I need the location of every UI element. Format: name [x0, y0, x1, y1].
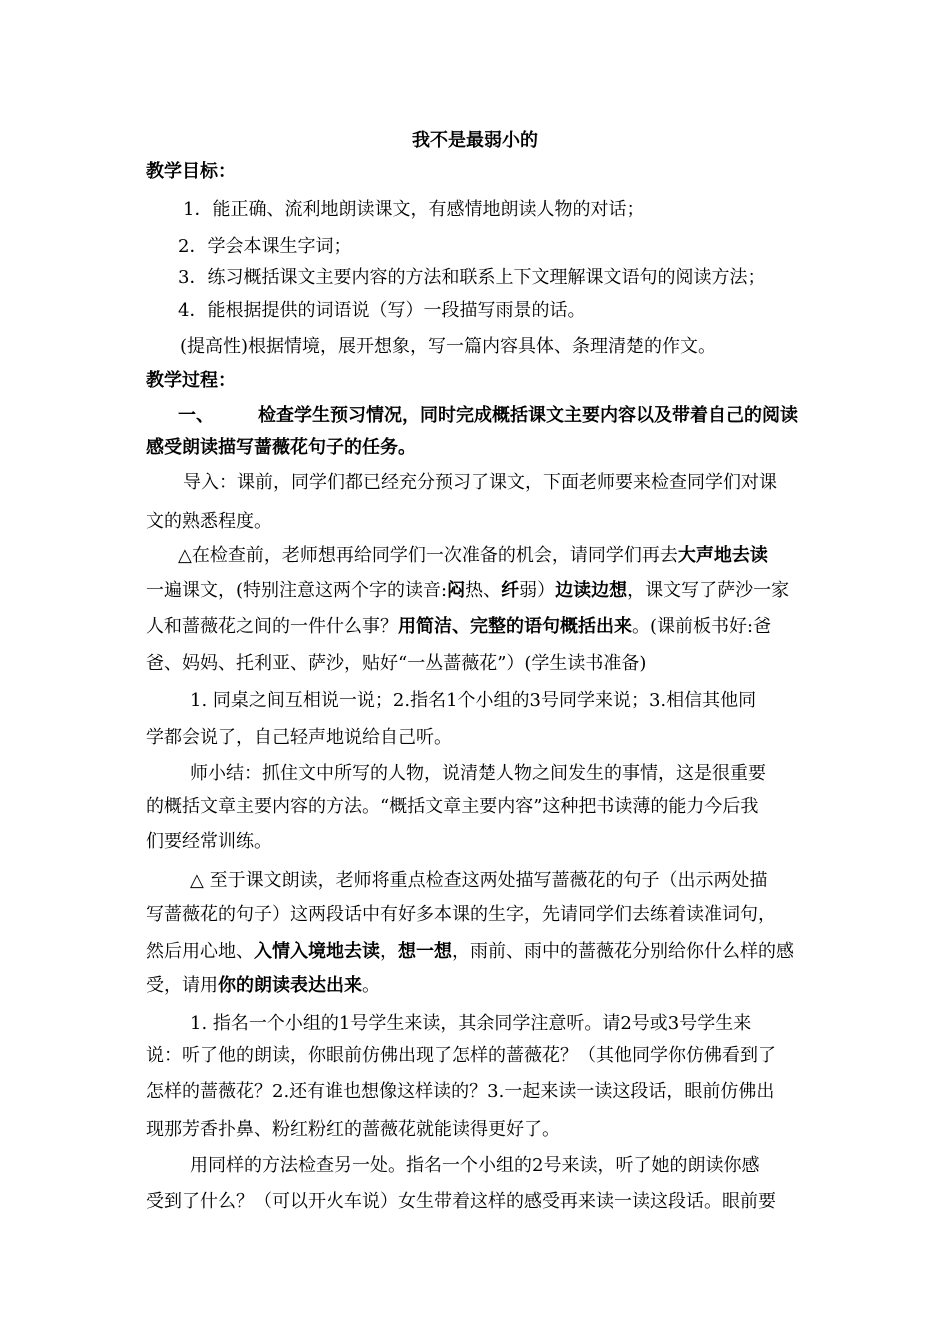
paragraph-line: 1. 同桌之间互相说一说；2.指名1个小组的3号同学来说；3.相信其他同 [190, 690, 757, 711]
objective-item: (提高性)根据情境，展开想象，写一篇内容具体、条理清楚的作文。 [180, 336, 717, 357]
section-1-heading-cont: 感受朗读描写蔷薇花句子的任务。 [146, 437, 416, 458]
paragraph-line [146, 939, 794, 965]
paragraph-line [146, 614, 771, 640]
bold-text: 边读边想 [555, 580, 628, 601]
text-span: ，课文写了萨沙一家 [627, 580, 790, 601]
bold-text: 纤 [501, 580, 520, 601]
text-span: 受，请用 [146, 975, 218, 996]
paragraph-line: 说：听了他的朗读，你眼前仿佛出现了怎样的蔷薇花？（其他同学你仿佛看到了 [146, 1045, 776, 1066]
paragraph-line: 写蔷薇花的句子）这两段话中有好多本课的生字，先请同学们去练着读准词句， [146, 904, 776, 925]
section-text: 检查学生预习情况，同时完成概括课文主要内容以及带着自己的阅读 [258, 405, 798, 426]
text-span: 。 [362, 975, 380, 996]
objective-item: 2．学会本课生字词； [178, 236, 352, 257]
paragraph-line: 们要经常训练。 [146, 831, 272, 852]
paragraph-line: △ 至于课文朗读，老师将重点检查这两处描写蔷薇花的句子（出示两处描 [190, 870, 768, 891]
bold-text: 你的朗读表达出来 [218, 975, 362, 996]
bold-text: 想一想 [398, 941, 452, 962]
objective-item: 1．能正确、流利地朗读课文，有感情地朗读人物的对话； [183, 199, 645, 220]
paragraph-line: 现那芳香扑鼻、粉红粉红的蔷薇花就能读得更好了。 [146, 1119, 560, 1140]
objectives-heading: 教学目标： [146, 161, 236, 182]
bold-text: 闷 [447, 580, 466, 601]
paragraph-line: 1. 指名一个小组的1号学生来读，其余同学注意听。请2号或3号学生来 [190, 1013, 752, 1034]
text-span: 弱） [519, 580, 556, 601]
text-span: 然后用心地、 [146, 941, 254, 962]
summary-paragraph: 师小结：抓住文中所写的人物，说清楚人物之间发生的事情，这是很重要 [190, 763, 766, 784]
bold-text: 大声地去读 [677, 545, 768, 566]
text-span: 热、 [465, 580, 502, 601]
paragraph-line [146, 973, 380, 999]
objective-item: 4．能根据提供的词语说（写）一段描写雨景的话。 [178, 300, 586, 321]
paragraph-line: 用同样的方法检查另一处。指名一个小组的2号来读，听了她的朗读你感 [190, 1155, 760, 1176]
paragraph-line: 怎样的蔷薇花？2.还有谁也想像这样读的？3.一起来读一读这段话，眼前仿佛出 [146, 1081, 775, 1102]
bold-text: 用简洁、完整的语句概括出来 [398, 616, 632, 637]
text-span: 人和蔷薇花之间的一件什么事？ [146, 616, 398, 637]
paragraph-line: 爸、妈妈、托利亚、萨沙，贴好“一丛蔷薇花”）(学生读书准备) [146, 653, 647, 674]
paragraph-line: 受到了什么？（可以开火车说）女生带着这样的感受再来读一读这段话。眼前要 [146, 1191, 776, 1212]
process-heading: 教学过程： [146, 370, 236, 391]
text-span: 一遍课文，(特别注意这两个字的读音: [146, 580, 448, 601]
intro-paragraph-cont: 文的熟悉程度。 [146, 511, 272, 532]
paragraph-line: 的概括文章主要内容的方法。“概括文章主要内容”这种把书读薄的能力今后我 [146, 796, 759, 817]
bold-text: 入情入境地去读 [254, 941, 380, 962]
section-number: 一、 [178, 405, 214, 426]
text-span: ，雨前、雨中的蔷薇花分别给你什么样的感 [452, 941, 794, 962]
text-span: △在检查前，老师想再给同学们一次准备的机会，请同学们再去 [178, 545, 678, 566]
text-span: 。(课前板书好:爸 [632, 616, 772, 637]
paragraph-line [146, 578, 789, 604]
section-1-heading [178, 403, 798, 429]
intro-paragraph: 导入：课前，同学们都已经充分预习了课文，下面老师要来检查同学们对课 [183, 472, 777, 493]
paragraph-line [178, 543, 768, 569]
paragraph-line: 学都会说了，自己轻声地说给自己听。 [146, 727, 452, 748]
text-span: ， [380, 941, 398, 962]
objective-item: 3．练习概括课文主要内容的方法和联系上下文理解课文语句的阅读方法； [178, 267, 766, 288]
page-title: 我不是最弱小的 [412, 130, 538, 151]
